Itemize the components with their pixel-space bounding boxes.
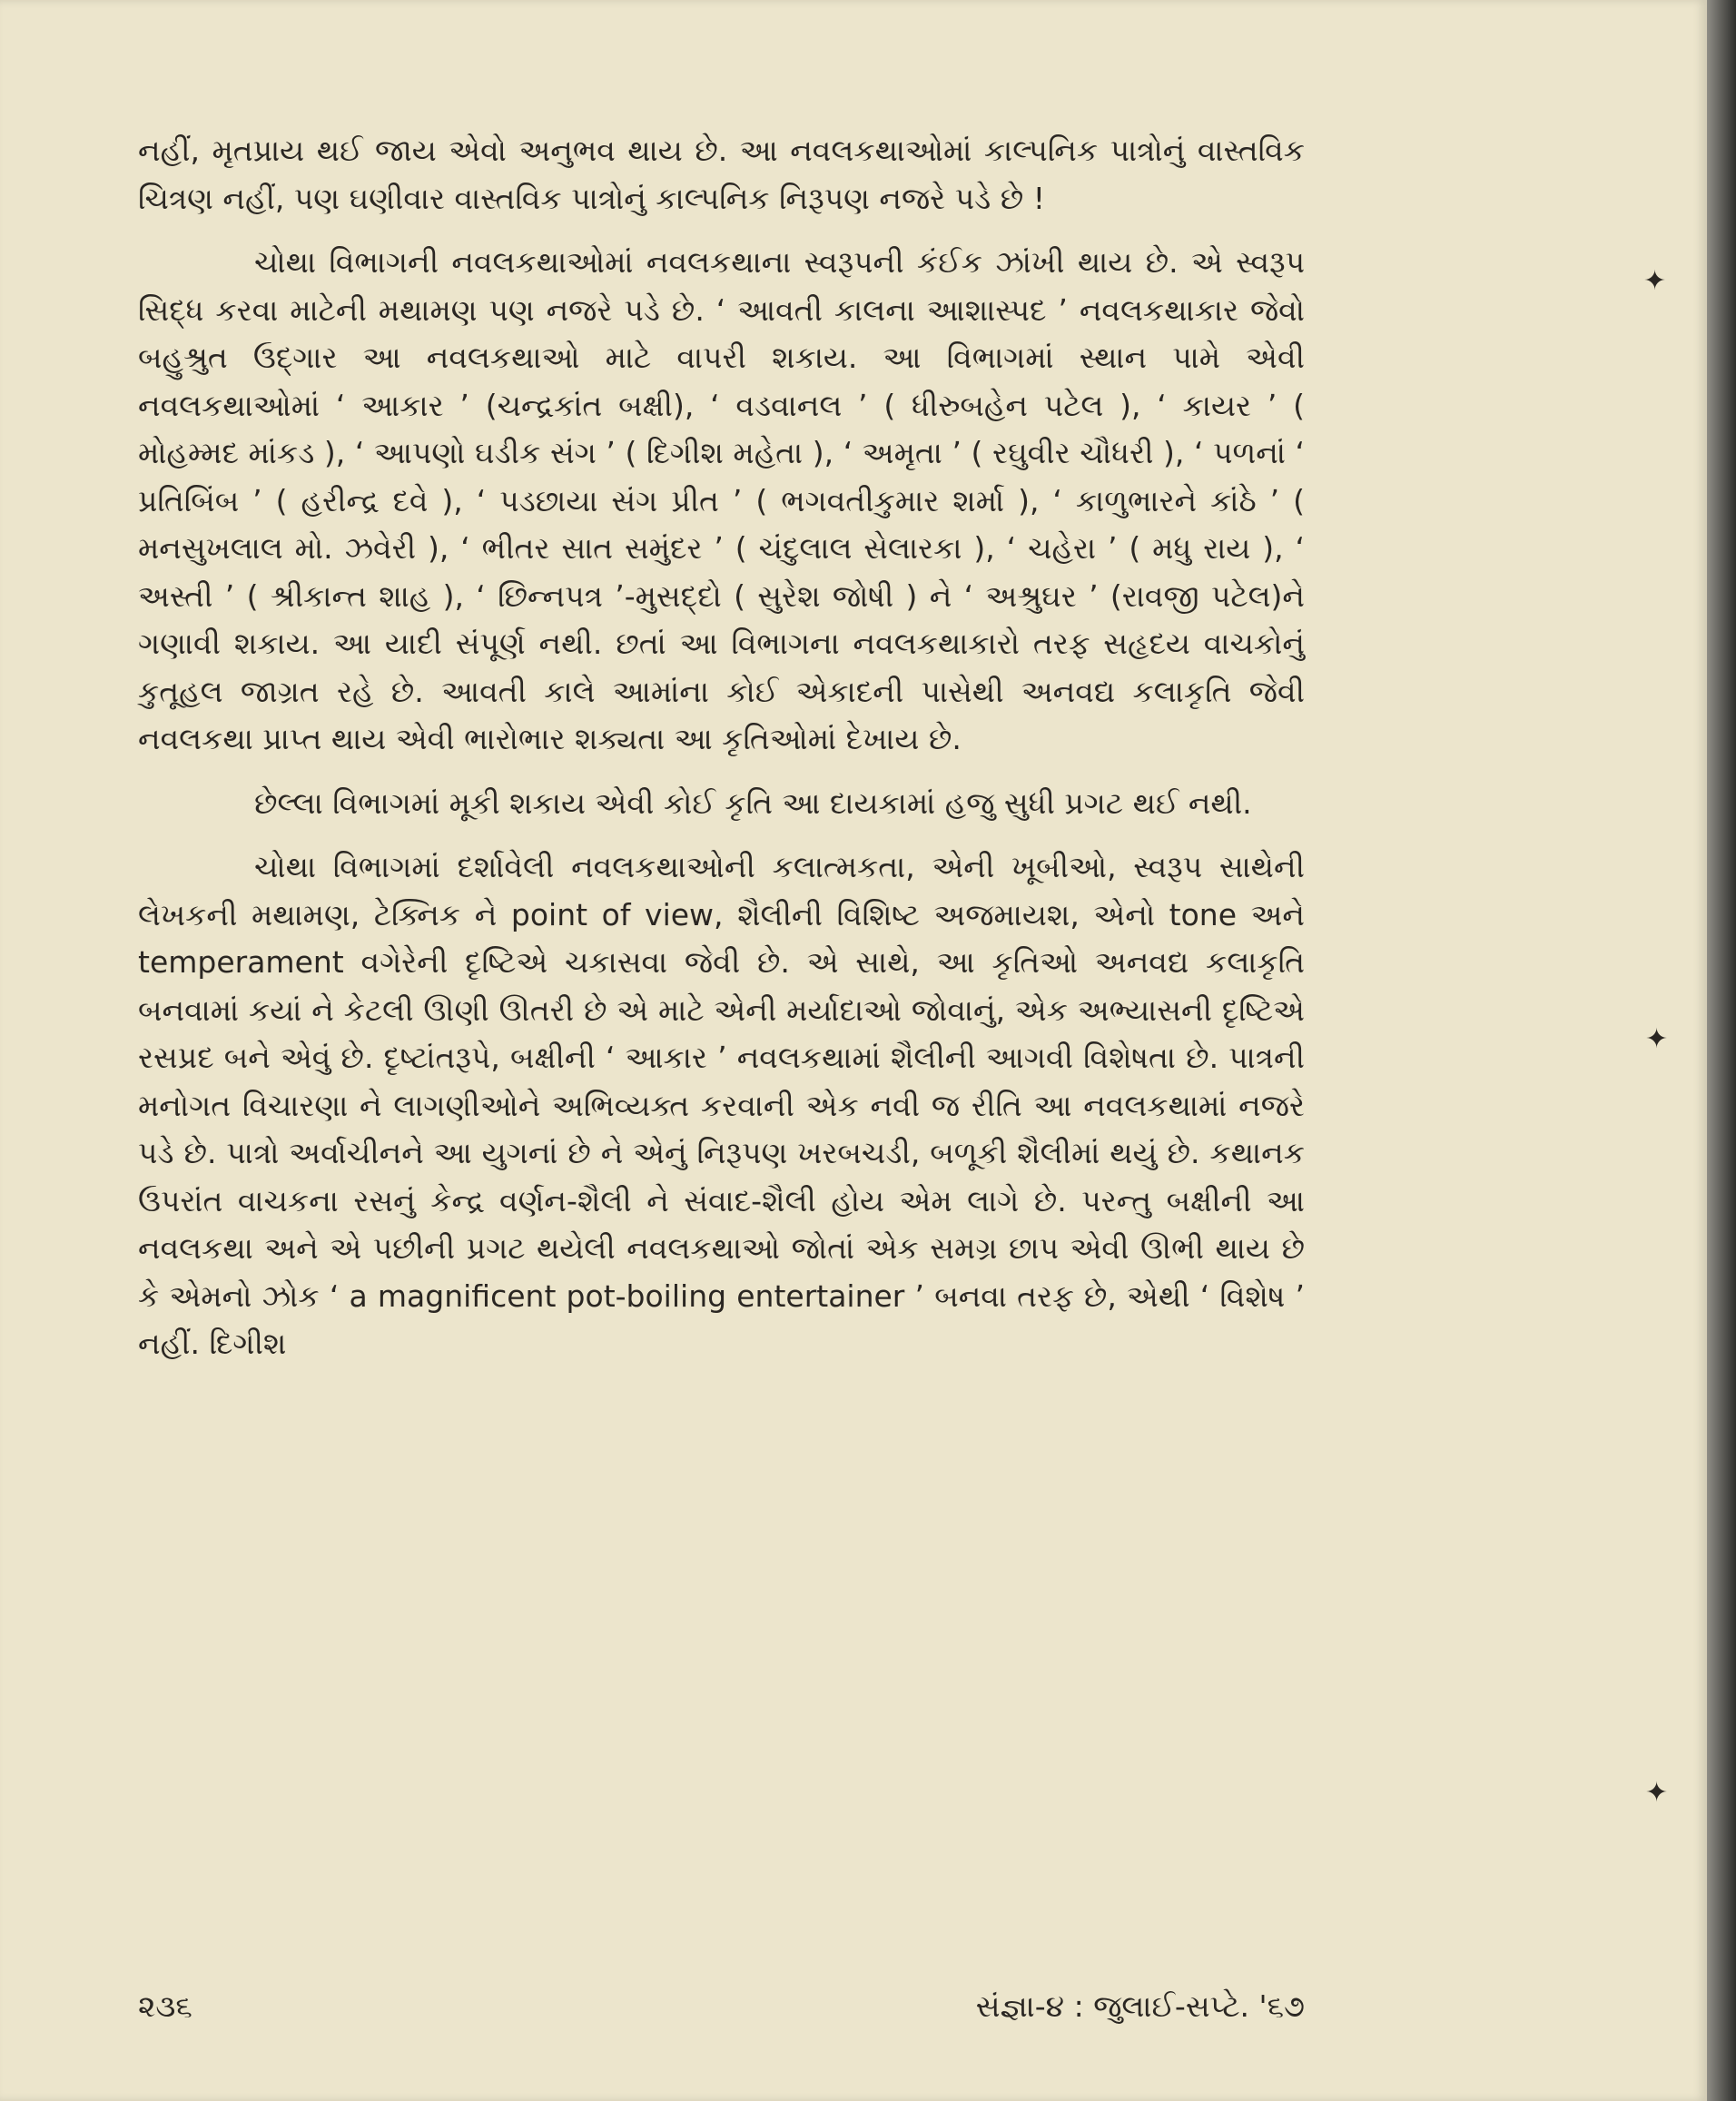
page-number: ૨૩૬ [138,1988,192,2024]
binding-hole-mark-icon: ✦ [1645,1777,1669,1809]
page-edge-shadow [1707,0,1736,2101]
binding-hole-mark-icon: ✦ [1645,1023,1669,1055]
paragraph-1: નહીં, મૃતપ્રાય થઈ જાય એવો અનુભવ થાય છે. આ નવલકથાઓમાં કાલ્પનિક પાત્રોનું વાસ્તવિક ચિત્રણ નહીં, પણ ઘણીવાર વાસ્તવિક પાત્રોનું કાલ્પનિક નિરૂપણ નજરે પડે છે ! [138,133,1305,216]
body-text [138,127,1305,1385]
paragraph-4: ચોથા વિભાગમાં દર્શાવેલી નવલકથાઓની કલાત્મકતા, એની ખૂબીઓ, સ્વરૂપ સાથેની લેખકની મથામણ, ટેક્નિક ને point of view, શૈલીની વિશિષ્ટ અજમાયશ, એનો tone અને temperament વગેરેની દૃષ્ટિએ ચકાસવા જેવી છે. એ સાથે, આ કૃતિઓ અનવદ્ય કલાકૃતિ બનવામાં કયાં ને કેટલી ઊણી ઊતરી છે એ માટે એની મર્યાદાઓ જોવાનું, એક અભ્યાસની દૃષ્ટિએ રસપ્રદ બને એવું છે. દૃષ્ટાંતરૂપે, બક્ષીની ‘ આકાર ’ નવલકથામાં શૈલીની આગવી વિશેષતા છે. પાત્રની મનોગત વિચારણા ને લાગણીઓને અભિવ્યક્ત કરવાની એક નવી જ રીતિ આ નવલકથામાં નજરે પડે છે. પાત્રો અર્વાચીનને આ યુગનાં છે ને એનું નિરૂપણ ખરબચડી, બળૂકી શૈલીમાં થયું છે. કથાનક ઉપરાંત વાચકના રસનું કેન્દ્ર વર્ણન-શૈલી ને સંવાદ-શૈલી હોય એમ લાગે છે. પરન્તુ બક્ષીની આ નવલકથા અને એ પછીની પ્રગટ થયેલી નવલકથાઓ જોતાં એક સમગ્ર છાપ એવી ઊભી થાય છે કે એમનો ઝોક ‘ a magnificent pot-boiling entertainer ’ બનવા તરફ છે, એથી ‘ વિશેષ ’ નહીં. દિગીશ [138,849,1305,1361]
paragraph-3: છેલ્લા વિભાગમાં મૂકી શકાય એવી કોઈ કૃતિ આ દાયકામાં હજુ સુધી પ્રગટ થઈ નથી. [254,784,1252,821]
page-footer [138,1988,1305,2034]
binding-hole-mark-icon: ✦ [1643,265,1667,297]
issue-info: સંજ્ઞા-૪ : જુલાઈ-સપ્ટે. '૬૭ [975,1988,1305,2024]
paragraph-2: ચોથા વિભાગની નવલકથાઓમાં નવલકથાના સ્વરૂપની કંઈક ઝાંખી થાય છે. એ સ્વરૂપ સિદ્ધ કરવા માટેની મથામણ પણ નજરે પડે છે. ‘ આવતી કાલના આશાસ્પદ ’ નવલકથાકાર જેવો બહુશ્રુત ઉદ્ગાર આ નવલકથાઓ માટે વાપરી શકાય. આ વિભાગમાં સ્થાન પામે એવી નવલકથાઓમાં ‘ આકાર ’ (ચન્દ્રકાંત બક્ષી), ‘ વડવાનલ ’ ( ધીરુબહેન પટેલ ), ‘ કાયર ’ ( મોહમ્મદ માંકડ ), ‘ આપણો ઘડીક સંગ ’ ( દિગીશ મહેતા ), ‘ અમૃતા ’ ( રઘુવીર ચૌધરી ), ‘ પળનાં ‘ પ્રતિબિંબ ’ ( હરીન્દ્ર દવે ), ‘ પડછાયા સંગ પ્રીત ’ ( ભગવતીકુમાર શર્મા ), ‘ કાળુભારને કાંઠે ’ ( મનસુખલાલ મો. ઝવેરી ), ‘ ભીતર સાત સમુંદર ’ ( ચંદુલાલ સેલારકા ), ‘ ચહેરા ’ ( મધુ રાય ), ‘ અસ્તી ’ ( શ્રીકાન્ત શાહ ), ‘ છિન્નપત્ર ’-મુસદ્દો ( સુરેશ જોષી ) ને ‘ અશ્રુઘર ’ (રાવજી પટેલ)ને ગણાવી શકાય. આ યાદી સંપૂર્ણ નથી. છતાં આ વિભાગના નવલકથાકારો તરફ સહૃદય વાચકોનું કુતૂહલ જાગ્રત રહે છે. આવતી કાલે આમાંના કોઈ એકાદની પાસેથી અનવદ્ય કલાકૃતિ જેવી નવલકથા પ્રાપ્ત થાય એવી ભારોભાર શક્યતા આ કૃતિઓમાં દેખાય છે. [138,244,1305,756]
